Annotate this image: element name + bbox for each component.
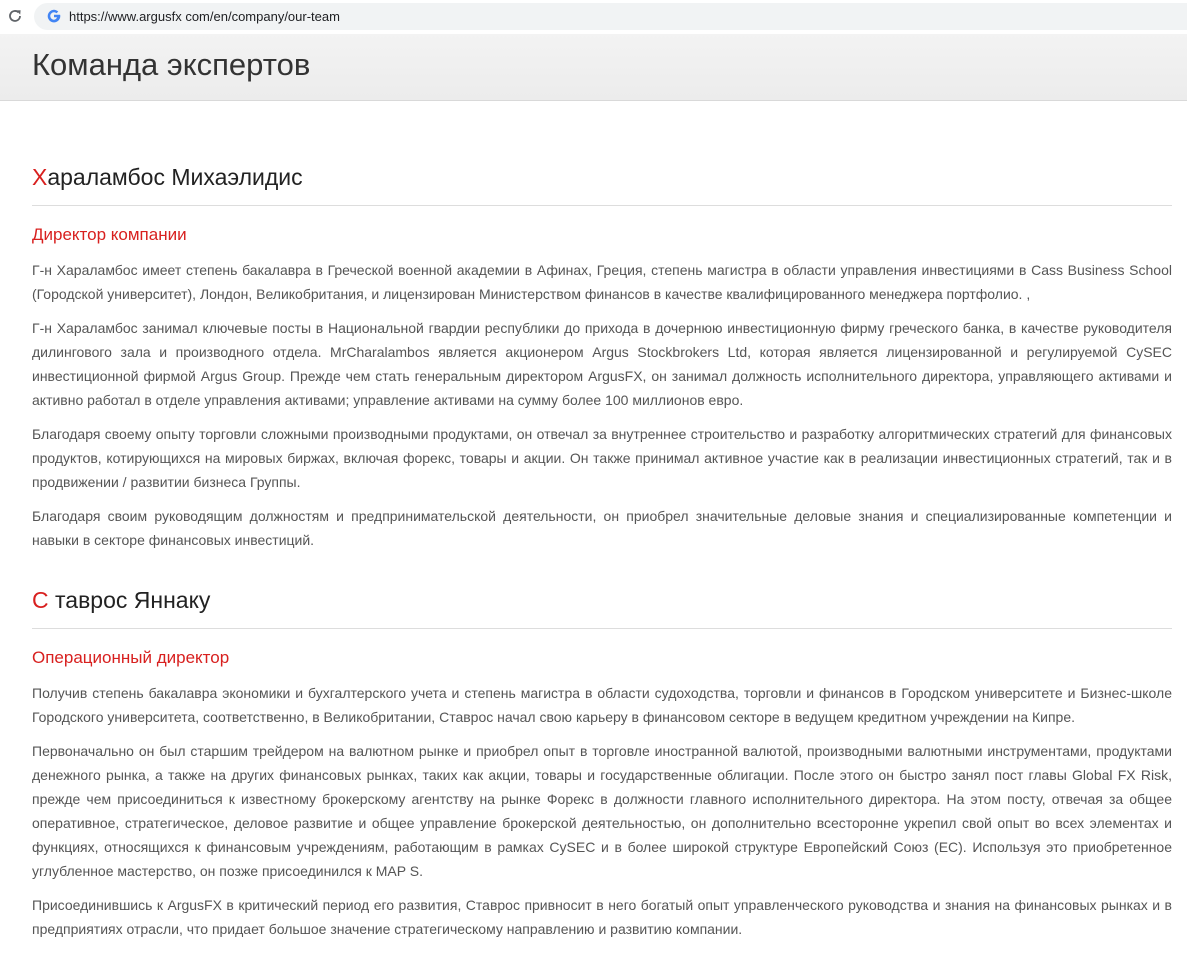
name-initial: Х (32, 164, 48, 190)
reload-icon[interactable] (6, 7, 24, 25)
team-member-charalambos (32, 162, 1172, 552)
name-rest: араламбос Михаэлидис (47, 164, 303, 190)
member-name (32, 162, 1172, 206)
url-text[interactable]: https://www.argusfx com/en/company/our-team (69, 9, 340, 24)
bio-paragraph: Г-н Хараламбос занимал ключевые посты в Национальной гвардии республики до прихода в дочернюю инвестиционную фирму греческого банка, в качестве руководителя дилингового зала и производного отдела. MrCharalambos является акционером Argus Stockbrokers Ltd, которая является лицензированной и регулируемой CySEC инвестиционной фирмой Argus Group. Прежде чем стать генеральным директором ArgusFX, он занимал должность исполнительного директора, управляющего активами и активно работал в отделе управления активами; управление активами на сумму более 100 миллионов евро. (32, 320, 1172, 408)
team-list (32, 100, 1172, 951)
bio-paragraph: Благодаря своему опыту торговли сложными производными продуктами, он отвечал за внутреннее строительство и разработку алгоритмических стратегий для финансовых продуктов, котирующихся на мировых биржах, включая форекс, товары и акции. Он также принимал активное участие как в реализации инвестиционных стратегий, так и в продвижении / развитии бизнеса Группы. (32, 426, 1172, 490)
team-member-stavros (32, 585, 1172, 941)
bio-paragraph: Г-н Хараламбос имеет степень бакалавра в Греческой военной академии в Афинах, Греция, степень магистра в области управления инвестициями в Cass Business School (Городской университет), Лондон, Великобритания, и лицензирован Министерством финансов в качестве квалифицированного менеджера портфолио. , (32, 262, 1172, 302)
bio-paragraph: Благодаря своим руководящим должностям и предпринимательской деятельности, он приобрел значительные деловые знания и специализированные компетенции и навыки в секторе финансовых инвестиций. (32, 508, 1172, 548)
address-bar[interactable] (34, 3, 1187, 30)
google-icon (46, 8, 62, 24)
bio-paragraph: Получив степень бакалавра экономики и бухгалтерского учета и степень магистра в области судоходства, торговли и финансов в Городском университете и Бизнес-школе Городского университета, соответственно, в Великобритании, Ставрос начал свою карьеру в финансовом секторе в ведущем кредитном учреждении на Кипре. (32, 685, 1172, 725)
member-role: Директор компании (32, 225, 187, 244)
page-title: Команда экспертов (32, 47, 311, 82)
bio-paragraph: Присоединившись к ArgusFX в критический период его развития, Ставрос привносит в него богатый опыт управленческого руководства и знания на финансовых рынках и в предприятиях отрасли, что придает большое значение стратегическому направлению и развитию компании. (32, 897, 1172, 937)
member-role: Операционный директор (32, 648, 230, 667)
browser-toolbar (0, 0, 1187, 34)
name-initial: С (32, 587, 49, 613)
bio-paragraph: Первоначально он был старшим трейдером на валютном рынке и приобрел опыт в торговле иностранной валютой, производными валютными инструментами, продуктами денежного рынка, а также на других финансовых рынках, таких как акции, товары и государственные облигации. После этого он быстро занял пост главы Global FX Risk, прежде чем присоединиться к известному брокерскому агентству на рынке Форекс в должности главного исполнительного директора. На этом посту, отвечая за общее оперативное, стратегическое, деловое развитие и общее управление брокерской деятельностью, он дополнительно всесторонне укрепил свой опыт во всех элементах и функциях, относящихся к финансовым учреждениям, работающим в рамках CySEC и в более широкой структуре Европейский Союз (ЕС). Используя это приобретенное углубленное мастерство, он позже присоединился к MAP S. (32, 743, 1172, 879)
page-header (0, 34, 1187, 101)
member-name (32, 585, 1172, 629)
name-rest: таврос Яннаку (48, 587, 211, 613)
